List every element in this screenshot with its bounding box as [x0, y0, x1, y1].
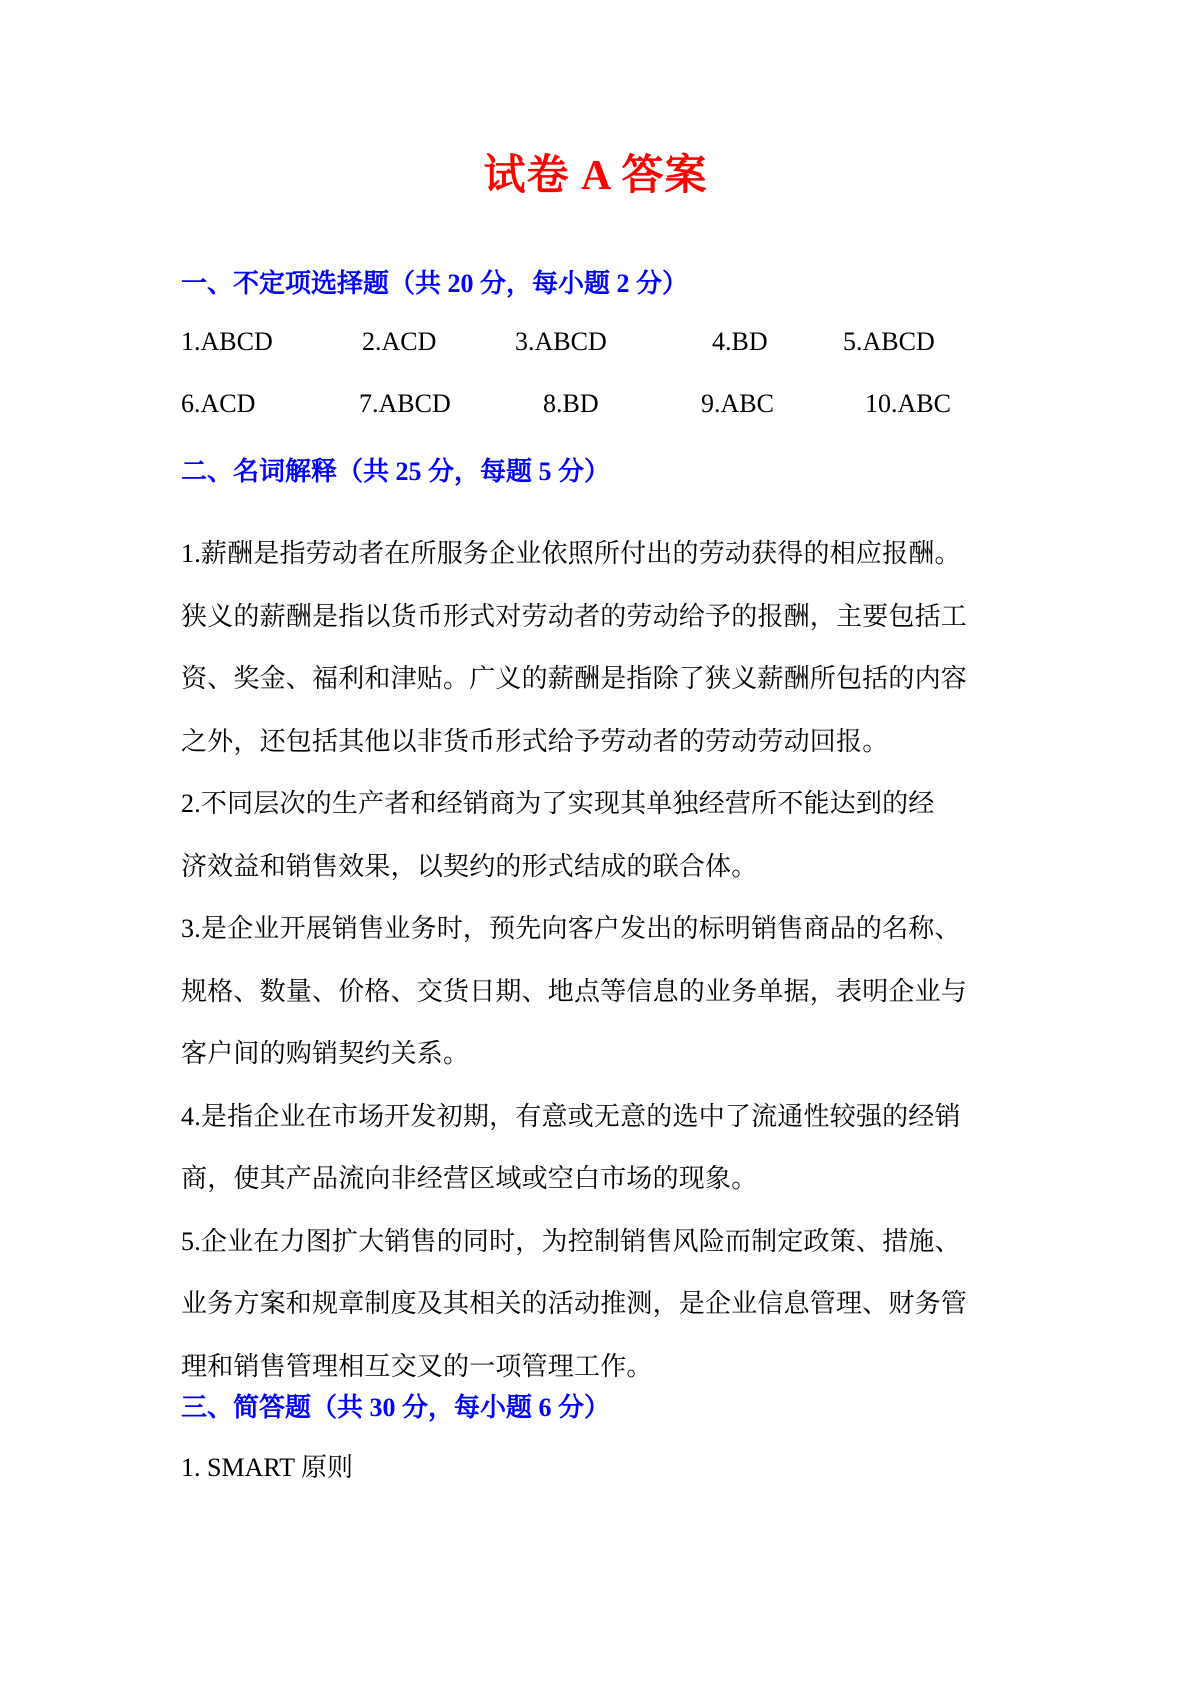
section-3-heading: 三、简答题（共 30 分，每小题 6 分）	[181, 1393, 611, 1422]
answer-2: 2.ACD	[362, 327, 437, 356]
body-line: 理和销售管理相互交叉的一项管理工作。	[181, 1351, 653, 1381]
section-2-heading: 二、名词解释（共 25 分，每题 5 分）	[181, 457, 611, 486]
answer-4: 4.BD	[712, 327, 768, 356]
answer-8: 8.BD	[543, 389, 599, 418]
body-line: 3.是企业开展销售业务时，预先向客户发出的标明销售商品的名称、	[181, 914, 961, 943]
section-2-body	[181, 523, 1021, 1398]
answer-1: 1.ABCD	[181, 327, 273, 356]
section-1-heading: 一、不定项选择题（共 20 分，每小题 2 分）	[181, 269, 689, 298]
body-line: 业务方案和规章制度及其相关的活动推测，是企业信息管理、财务管	[181, 1289, 968, 1318]
body-line: 规格、数量、价格、交货日期、地点等信息的业务单据，表明企业与	[181, 976, 968, 1006]
answer-7: 7.ABCD	[359, 389, 451, 418]
body-line: 之外，还包括其他以非货币形式给予劳动者的劳动劳动回报。	[181, 726, 889, 756]
body-line: 商，使其产品流向非经营区域或空白市场的现象。	[181, 1164, 758, 1193]
body-line: 2.不同层次的生产者和经销商为了实现其单独经营所不能达到的经	[181, 789, 935, 818]
answer-9: 9.ABC	[701, 389, 774, 418]
answer-10: 10.ABC	[865, 389, 951, 418]
body-line: 5.企业在力图扩大销售的同时，为控制销售风险而制定政策、措施、	[181, 1226, 961, 1256]
document-title: 试卷 A 答案	[483, 153, 708, 199]
body-line: 狭义的薪酬是指以货币形式对劳动者的劳动给予的报酬，主要包括工	[181, 601, 968, 631]
body-line: 资、奖金、福利和津贴。广义的薪酬是指除了狭义薪酬所包括的内容	[181, 664, 968, 693]
answer-5: 5.ABCD	[843, 327, 935, 356]
answer-3: 3.ABCD	[515, 327, 607, 356]
body-line: 客户间的购销契约关系。	[181, 1039, 470, 1068]
section-3-item-1: 1. SMART 原则	[181, 1453, 354, 1482]
body-line: 4.是指企业在市场开发初期，有意或无意的选中了流通性较强的经销	[181, 1101, 961, 1131]
body-line: 1.薪酬是指劳动者在所服务企业依照所付出的劳动获得的相应报酬。	[181, 539, 961, 568]
answer-6: 6.ACD	[181, 389, 256, 418]
body-line: 济效益和销售效果，以契约的形式结成的联合体。	[181, 851, 758, 881]
